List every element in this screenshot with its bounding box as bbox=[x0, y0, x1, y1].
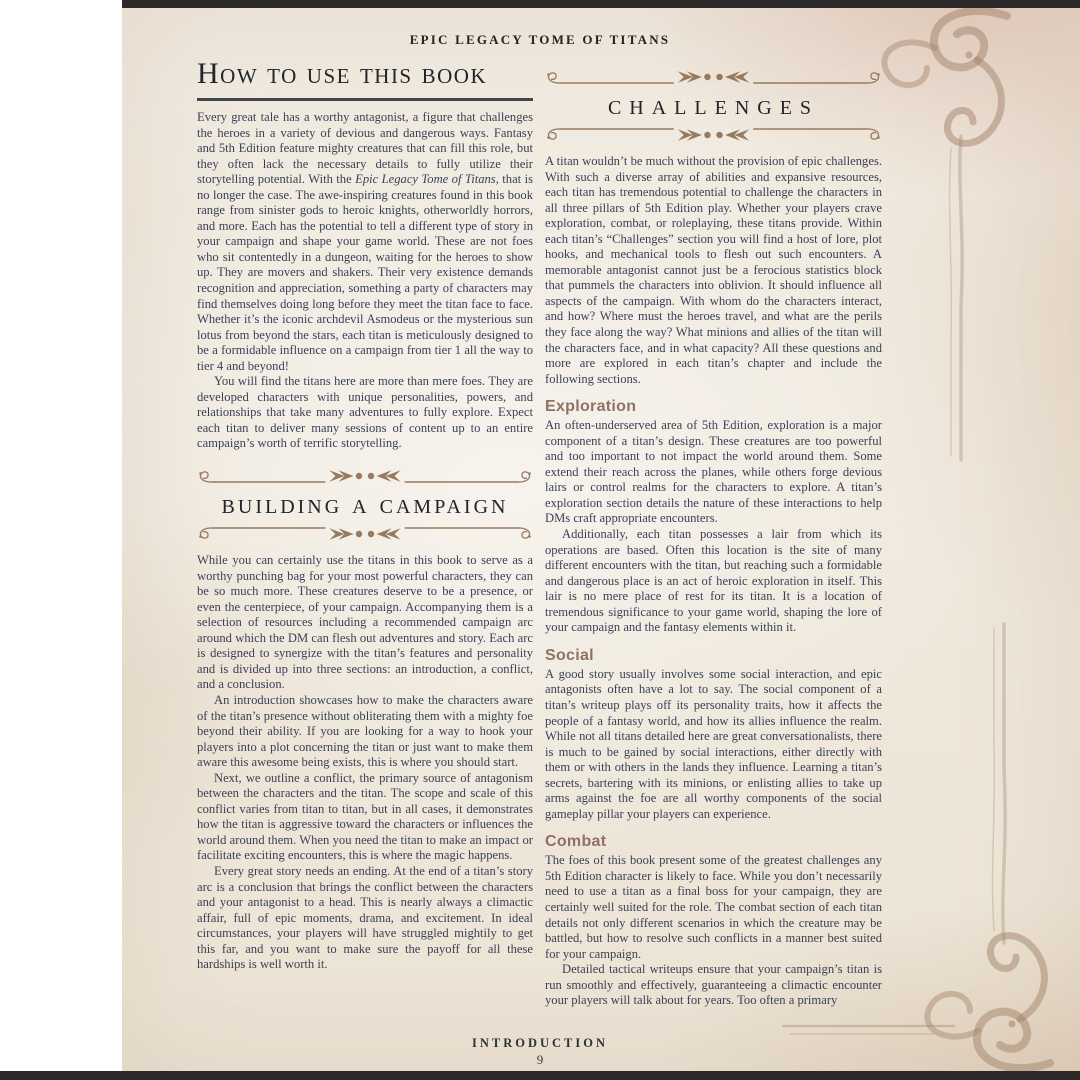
scan-edge-bottom bbox=[0, 1071, 1080, 1080]
intro-text bbox=[197, 110, 533, 452]
paragraph: Every great story needs an ending. At the end of a titan’s story arc is a conclusion that brings the conflict between the characters and your antagonist to a head. This is nearly always a climactic affair, full of epic moments, drama, and excitement. In ideal circumstances, your players will have struggled mightily to get this far, and you want to make sure the payoff for all these hardships is well worth it. bbox=[197, 863, 533, 972]
paragraph: You will find the titans here are more than mere foes. They are developed characters with unique personalities, powers, and relationships that take many adventures to fully explore. Expect each titan to deliver many sessions of content up to an entire campaign’s worth of terrific storytelling. bbox=[197, 374, 533, 451]
scan-edge-top bbox=[122, 0, 1080, 8]
paragraph: The foes of this book present some of the greatest challenges any 5th Edition character is likely to face. While you don’t necessarily need to use a titan as a final boss for your campaign, they are certainly well suited for the role. The combat section of each titan details not only different scenarios in which the creature may be battled, but how to resolve such conflicts in a manner best suited for your campaign. bbox=[545, 853, 882, 961]
ornament-rule-top-icon bbox=[197, 467, 533, 489]
book-title-italic: Epic Legacy Tome of Titans bbox=[355, 172, 496, 187]
subsection-heading-social: Social bbox=[545, 646, 594, 664]
subsection-heading-exploration: Exploration bbox=[545, 398, 637, 416]
left-column bbox=[197, 58, 533, 1018]
page-footer bbox=[122, 1036, 958, 1068]
page-title: How to use this book bbox=[197, 58, 533, 101]
page bbox=[122, 8, 1080, 1071]
paragraph: Detailed tactical writeups ensure that your campaign’s titan is run smoothly and effectively, guaranteeing a climactic encounter your players will talk about for years. Too often a primary bbox=[545, 962, 882, 1008]
paragraph: While you can certainly use the titans in this book to serve as a worthy punching bag for your most powerful characters, they can be so much more. These creatures deserve to be a presence, or even the centerpiece, of your campaign. Accompanying them is a selection of resources including a recommended campaign arc around which the DM can flesh out adventures and story. Each arc is designed to synergize with the titan’s features and personality and is divided up into three sections: an introduction, a conflict, and a conclusion. bbox=[197, 553, 533, 692]
page-number: 9 bbox=[536, 1052, 544, 1067]
section-title: challenges bbox=[607, 90, 820, 121]
paragraph: An often-underserved area of 5th Edition, exploration is a major component of a titan’s design. These creatures are too powerful and too important to not impact the world around them. Some extend their reach across the planes, while others forge devious lairs or control realms for the characters to explore. A titan’s exploration section details the nature of these interactions to help DMs craft appropriate encounters. bbox=[545, 418, 882, 526]
subsection-heading-combat: Combat bbox=[545, 833, 607, 851]
paragraph: Additionally, each titan possesses a lair from which its operations are based. Often this location is the site of many different encounters with the titan, but reaching such a formidable and dangerous place is an act of heroic exploration in itself. This lair is no mere place of rest for its titan. It is a location of tremendous significance to your game world, shaping the lore of your campaign and the fantasy elements within it. bbox=[545, 527, 882, 635]
paragraph-text: , that is no longer the case. The awe-inspiring creatures found in this book range from sinister gods to heroic knights, otherworldly horrors, and more. Each has the potential to tell a different type of story in your campaign and shape your game world. These are not foes who sit contentedly in a dungeon, waiting for the heroes to show up. They are movers and shakers. Their very existence demands recognition and appreciation, something a party of characters may find themselves doing long before they meet the titan face to face. Whether it’s the iconic archdevil Asmodeus or the mysterious sun lotus from beyond the stars, each titan is meticulously designed to be a formidable influence on a campaign from tier 1 all the way to tier 4 and beyond! bbox=[197, 172, 533, 373]
section-heading-challenges bbox=[545, 68, 882, 144]
footer-section-label: INTRODUCTION bbox=[471, 1036, 608, 1050]
section-title: building a campaign bbox=[221, 489, 509, 521]
ornament-rule-bottom-icon bbox=[545, 122, 882, 144]
paragraph: A good story usually involves some social interaction, and epic antagonists often have a lot to say. The social component of a titan’s writeup plays off its personality traits, how it affects the people of a fantasy world, and how its allies influence the realm. While not all titans detailed here are great conversationalists, there is much to be gained by social interactions, either directly with them or with others in the lands they influence. Learning a titan’s secrets, bartering with its minions, or enlisting allies to take up arms against the foe are all worthy components of the social gameplay pillar your players can experience. bbox=[545, 666, 882, 821]
paragraph: Next, we outline a conflict, the primary source of antagonism between the characters and the titan. The scope and scale of this conflict varies from titan to titan, but in all cases, it demonstrates how the titan is aggressive toward the characters or influences the world around them. When you need the titan to make an impact or facilitate exciting encounters, this is where the magic happens. bbox=[197, 770, 533, 863]
ornament-rule-bottom-icon bbox=[197, 521, 533, 543]
paragraph: A titan wouldn’t be much without the provision of epic challenges. With such a diverse array of abilities and expansive resources, each titan has tremendous potential to challenge the characters in all three pillars of 5th Edition play. Whether your players crave exploration, combat, or roleplaying, these titans provide. Within each titan’s “Challenges” section you will find a host of lore, plot hooks, and mechanical tools to flesh out such encounters. A memorable antagonist cannot just be a ferocious statistics block that pummels the characters into oblivion. It should influence all aspects of the campaign. With whom do the characters interact, and how? Where must the heroes travel, and what are the perils they face along the way? What minions and allies of the titan will the characters face, and in what capacity? All these questions and more are explored in each titan’s chapter and include the following sections. bbox=[545, 154, 882, 386]
paragraph: An introduction showcases how to make the characters aware of the titan’s presence without obliterating them with a mighty foe beyond their ability. If you are looking for a way to hook your players into a plot concerning the titan or just want to make them aware this awesome being exists, this is where you should start. bbox=[197, 692, 533, 770]
ornament-rule-top-icon bbox=[545, 68, 882, 90]
campaign-text bbox=[197, 553, 533, 973]
running-header: EPIC LEGACY TOME OF TITANS bbox=[409, 32, 671, 47]
section-heading-building-a-campaign bbox=[197, 467, 533, 543]
paragraph bbox=[197, 110, 533, 374]
paragraph-text: Every great tale has a worthy antagonist, a figure that challenges the heroes in a variety of devious and dangerous ways. Fantasy and 5th Edition feature mighty creatures that can fill this role, but they often lack the necessary details to fully utilize their storytelling potential. With the bbox=[197, 110, 533, 187]
corner-flourish-top-icon bbox=[857, 8, 1027, 478]
right-column bbox=[545, 68, 882, 1036]
scan-white-margin bbox=[0, 0, 122, 1080]
